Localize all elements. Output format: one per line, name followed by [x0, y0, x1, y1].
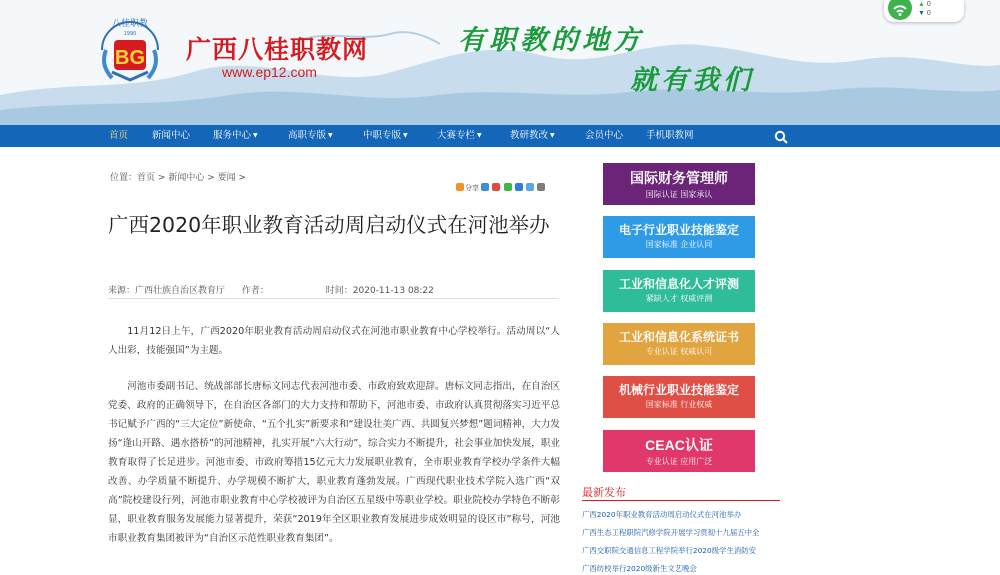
- share-icon[interactable]: [456, 183, 464, 191]
- nav-item-members[interactable]: 会员中心: [585, 130, 624, 141]
- slogan-line-1: 有职教的地方: [458, 25, 644, 56]
- slogan-line-2: 就有我们: [630, 65, 754, 96]
- chevron-down-icon: ▼: [477, 132, 482, 139]
- chevron-down-icon: ▼: [403, 132, 408, 139]
- wechat-icon[interactable]: [504, 183, 512, 191]
- article-meta: [108, 283, 448, 296]
- breadcrumb: 位置：首页 > 新闻中心 > 要闻 >: [110, 173, 247, 183]
- search-button[interactable]: [774, 129, 788, 143]
- svg-text:八桂职教: 八桂职教: [111, 19, 149, 29]
- nav-item-news[interactable]: 新闻中心: [152, 130, 191, 141]
- nav-item-service[interactable]: 服务中心 ▼: [213, 130, 258, 141]
- latest-news-item[interactable]: 广西纺校举行2020级新生文艺晚会: [582, 564, 697, 573]
- site-logo[interactable]: [90, 10, 170, 90]
- wifi-icon: [888, 0, 912, 20]
- divider: [108, 298, 558, 299]
- wifi-stat-bottom: ▼ 0: [918, 10, 931, 17]
- latest-news-item[interactable]: 广西2020年职业教育活动周启动仪式在河池举办: [582, 510, 742, 519]
- article-paragraph: 河池市委副书记、统战部部长唐标文同志代表河池市委、市政府致欢迎辞。唐标文同志指出，在自治区党委、政府的正确领导下，在自治区各部门的大力支持和帮助下，河池市委、市政府认真贯彻落实习近平总书记赋予广西的“三大定位”新使命、“五个扎实”新要求和“建设壮美广西、共圆复兴梦想”题词精神，大力发扬“逢山开路、遇水搭桥”的河池精神，扎实开展“六大行动”，综合实力不断提升，社会事业加快发展，职业教育取得了长足进步。河池市委、市政府筹措15亿元大力发展职业教育，全市职业教育学校办学条件大幅改善、办学质量不断提升、办学规模不断扩大，职业教育蓬勃发展。广西现代职业技术学院入选广西“双高”院校建设行列，河池市职业教育中心学校被评为自治区五星级中等职业学校。职业院校办学特色不断彰显，职业教育服务发展能力显著提升，荣获“2019年全区职业教育发展进步成效明显的设区市”称号，河池市职业教育集团被评为“自治区示范性职业教育集团”。: [108, 381, 560, 544]
- wifi-stat-top: ▲ 0: [918, 1, 931, 8]
- tencent-weibo-icon[interactable]: [515, 183, 523, 191]
- latest-news-item[interactable]: 广西交职院交通信息工程学院举行2020级学生消防安: [582, 546, 757, 555]
- nav-item-research[interactable]: 教研教改 ▼: [510, 130, 555, 141]
- nav-item-mobile[interactable]: 手机职教网: [646, 130, 694, 141]
- ad-banner-machinery-skills[interactable]: 机械行业职业技能鉴定 国家标准 行业权威: [603, 376, 755, 418]
- article-author: 作者：: [241, 286, 269, 296]
- site-url: www.ep12.com: [222, 64, 317, 80]
- site-name[interactable]: 广西八桂职教网: [186, 35, 369, 64]
- wifi-widget[interactable]: [884, 0, 964, 22]
- divider: [582, 500, 780, 501]
- breadcrumb-prefix: 位置：: [110, 173, 138, 183]
- search-icon: [774, 130, 788, 144]
- ad-banner-ceac[interactable]: CEAC认证 专业认证 应用广泛: [603, 430, 755, 472]
- article-title: 广西2020年职业教育活动周启动仪式在河池举办: [108, 213, 550, 237]
- nav-item-home[interactable]: 首页: [109, 130, 129, 141]
- breadcrumb-item-news[interactable]: 新闻中心: [168, 173, 205, 183]
- renren-icon[interactable]: [526, 183, 534, 191]
- nav-item-secondary-vocational[interactable]: 中职专版 ▼: [363, 130, 408, 141]
- chevron-down-icon: ▼: [550, 132, 555, 139]
- chevron-down-icon: ▼: [328, 132, 333, 139]
- breadcrumb-item-home[interactable]: 首页: [137, 173, 156, 183]
- svg-text:BG: BG: [115, 47, 145, 69]
- svg-text:1990: 1990: [123, 31, 137, 37]
- latest-news-heading: 最新发布: [582, 486, 626, 499]
- ad-banner-financial-manager[interactable]: 国际财务管理师 国际认证 国家承认: [603, 163, 755, 205]
- latest-news-item[interactable]: 广西生态工程职院汽修学院开展学习贯彻十九届五中全: [582, 528, 760, 537]
- nav-item-higher-vocational[interactable]: 高职专版 ▼: [288, 130, 333, 141]
- ad-banner-it-talent-assessment[interactable]: 工业和信息化人才评测 紧缺人才 权威评测: [603, 270, 755, 312]
- chevron-down-icon: ▼: [253, 132, 258, 139]
- breadcrumb-item-headlines[interactable]: 要闻: [217, 173, 236, 183]
- more-share-icon[interactable]: [537, 183, 545, 191]
- article-paragraph: 11月12日上午，广西2020年职业教育活动周启动仪式在河池市职业教育中心学校举行。活动周以“人人出彩，技能强国”为主题。: [108, 326, 560, 356]
- share-bar: [456, 183, 546, 193]
- article-source: 来源：广西壮族自治区教育厅: [108, 286, 226, 296]
- qzone-icon[interactable]: [481, 183, 489, 191]
- header-banner: [0, 0, 1000, 125]
- article-time: 时间：2020-11-13 08:22: [325, 286, 434, 296]
- nav-item-contest[interactable]: 大赛专栏 ▼: [437, 130, 482, 141]
- ad-banner-electronics-skills[interactable]: 电子行业职业技能鉴定 国家标准 企业认同: [603, 216, 755, 258]
- main-nav: [0, 125, 1000, 147]
- share-label[interactable]: 分享: [465, 184, 479, 192]
- ad-banner-it-system-certificate[interactable]: 工业和信息化系统证书 专业认证 权威认可: [603, 323, 755, 365]
- weibo-icon[interactable]: [492, 183, 500, 191]
